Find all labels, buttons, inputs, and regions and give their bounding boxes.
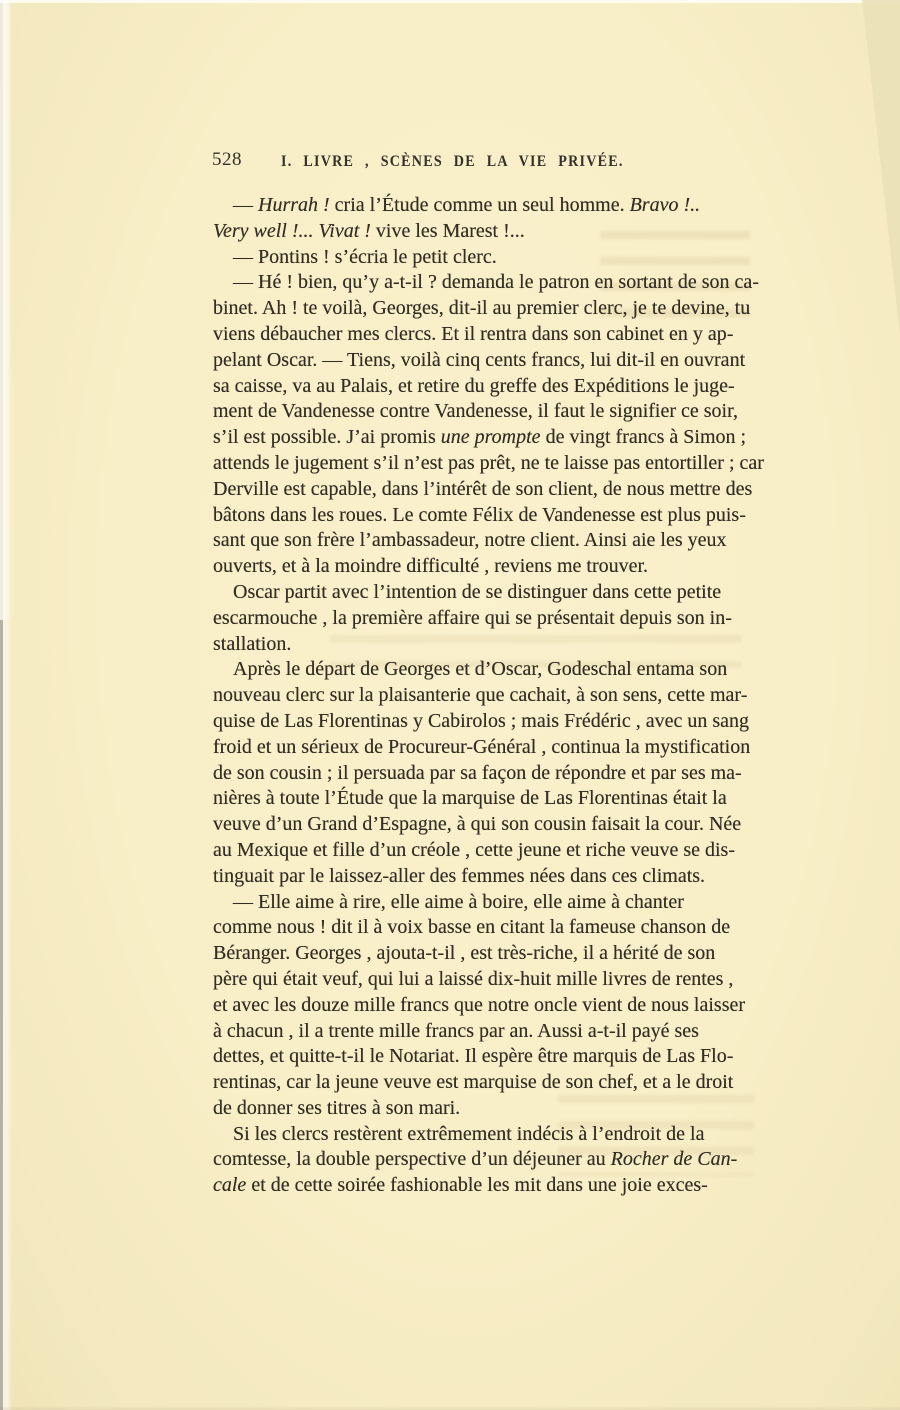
text-line — [213, 735, 781, 761]
text-run: de vingt francs à Simon ; — [540, 426, 747, 449]
text-run: sant que son frère l’ambassadeur, notre client. Ainsi aie les yeux — [213, 529, 727, 552]
text-line — [213, 348, 781, 374]
text-run: de donner ses titres à son mari. — [213, 1096, 461, 1119]
text-line — [213, 838, 781, 864]
page-left-edge-fade — [0, 0, 12, 620]
text-line — [213, 270, 781, 296]
text-run: — Elle aime à rire, elle aime à boire, elle aime à chanter — [233, 890, 684, 913]
text-run: et avec les douze mille francs que notre oncle vient de nous laisser — [213, 993, 746, 1016]
text-line — [213, 890, 781, 916]
text-line — [213, 657, 781, 683]
italic-run: Very well !... Vivat ! — [213, 219, 371, 242]
text-line — [213, 528, 781, 554]
text-line — [213, 554, 781, 580]
paragraph — [213, 1122, 781, 1199]
paragraph — [213, 890, 781, 1122]
text-line — [213, 786, 781, 812]
text-run: — — [233, 194, 258, 216]
text-run: dettes, et quitte-t-il le Notariat. Il espère être marquis de Las Flo- — [213, 1045, 734, 1068]
text-line — [213, 915, 781, 941]
text-line — [213, 683, 781, 709]
text-line — [213, 322, 781, 348]
text-run: stallation. — [213, 632, 292, 655]
text-run: à chacun , il a trente mille francs par an. Aussi a-t-il payé ses — [213, 1019, 699, 1042]
text-line — [213, 374, 781, 400]
text-line — [213, 245, 781, 271]
text-line — [213, 451, 781, 477]
text-run: ment de Vandenesse contre Vandenesse, il faut le signifier ce soir, — [213, 400, 738, 423]
text-run: — Hé ! bien, qu’y a-t-il ? demanda le patron en sortant de son ca- — [233, 271, 759, 294]
page-corner-shadow — [862, 0, 900, 335]
text-line — [213, 425, 781, 451]
text-line — [213, 606, 781, 632]
text-line — [213, 1147, 781, 1173]
text-line — [213, 1096, 781, 1122]
text-line — [213, 1122, 781, 1148]
text-run: Si les clercs restèrent extrêmement indécis à l’endroit de la — [233, 1122, 705, 1145]
text-line — [213, 632, 781, 658]
text-run: comtesse, la double perspective d’un déjeuner au — [213, 1148, 611, 1171]
text-run: attends le jugement s’il n’est pas prêt, ne te laisse pas entortiller ; car — [213, 451, 764, 474]
text-line — [213, 941, 781, 967]
text-run: viens débaucher mes clercs. Et il rentra dans son cabinet en y ap- — [213, 322, 734, 345]
text-run: comme nous ! dit il à voix basse en citant la fameuse chanson de — [213, 916, 731, 939]
text-line — [213, 1019, 781, 1045]
page-top-edge — [0, 0, 900, 3]
text-line — [213, 399, 781, 425]
italic-run: Rocher de Can- — [610, 1148, 738, 1171]
italic-run: cale — [213, 1174, 247, 1197]
paragraph — [213, 245, 781, 271]
text-run: s’il est possible. J’ai promis — [213, 426, 441, 449]
text-line — [213, 709, 781, 735]
text-run: cria l’Étude comme un seul homme. — [329, 194, 630, 216]
text-line — [213, 1044, 781, 1070]
text-run: sa caisse, va au Palais, et retire du greffe des Expéditions le juge- — [213, 374, 735, 397]
text-run: froid et un sérieux de Procureur-Général , continua la mystification — [213, 735, 751, 758]
text-run: escarmouche , la première affaire qui se présentait depuis son in- — [213, 606, 732, 629]
running-title: I. LIVRE , SCÈNES DE LA VIE PRIVÉE. — [281, 153, 624, 170]
text-run: Oscar partit avec l’intention de se distinguer dans cette petite — [233, 580, 722, 603]
text-line — [213, 580, 781, 606]
text-run: quise de Las Florentinas y Cabirolos ; mais Frédéric , avec un sang — [213, 709, 749, 732]
text-run: Béranger. Georges , ajouta-t-il , est très-riche, il a hérité de son — [213, 942, 716, 965]
text-line — [213, 193, 781, 219]
text-run: vive les Marest !... — [370, 219, 525, 242]
text-run: nouveau clerc sur la plaisanterie que cachait, à son sens, cette mar- — [213, 684, 748, 707]
text-line — [213, 993, 781, 1019]
text-run: au Mexique et fille d’un créole , cette jeune et riche veuve se dis- — [213, 838, 735, 861]
paragraph — [213, 193, 781, 245]
text-run: ouverts, et à la moindre difficulté , reviens me trouver. — [213, 555, 649, 578]
text-run: binet. Ah ! te voilà, Georges, dit-il au premier clerc, je te devine, tu — [213, 297, 751, 320]
text-line — [213, 296, 781, 322]
text-line — [213, 477, 781, 503]
page-bottom-shadow — [0, 1406, 900, 1410]
page-number: 528 — [212, 149, 242, 170]
text-line — [213, 503, 781, 529]
text-run: — Pontins ! s’écria le petit clerc. — [233, 245, 497, 268]
text-run: Après le départ de Georges et d’Oscar, Godeschal entama son — [233, 658, 728, 681]
italic-run: Bravo !.. — [629, 194, 701, 216]
text-line — [213, 1070, 781, 1096]
paragraph — [213, 580, 781, 657]
text-run: et de cette soirée fashionable les mit dans une joie exces- — [246, 1174, 708, 1197]
text-run: nières à toute l’Étude que la marquise de Las Florentinas était la — [213, 787, 727, 810]
text-line — [213, 1173, 781, 1199]
text-run: pelant Oscar. — Tiens, voilà cinq cents francs, lui dit-il en ouvrant — [213, 348, 746, 371]
page-text — [213, 193, 781, 1199]
text-run: Derville est capable, dans l’intérêt de son client, de nous mettre des — [213, 477, 753, 500]
text-line — [213, 761, 781, 787]
italic-run: Hurrah ! — [258, 194, 330, 216]
text-run: veuve d’un Grand d’Espagne, à qui son cousin faisait la cour. Née — [213, 813, 742, 836]
text-line — [213, 864, 781, 890]
italic-run: une prompte — [440, 426, 541, 449]
text-line — [213, 219, 781, 245]
text-run: de son cousin ; il persuada par sa façon de répondre et par ses ma- — [213, 761, 742, 784]
text-run: bâtons dans les roues. Le comte Félix de Vandenesse est plus puis- — [213, 503, 746, 526]
text-run: rentinas, car la jeune veuve est marquise de son chef, et a le droit — [213, 1071, 734, 1094]
paragraph — [213, 657, 781, 889]
text-run: père qui était veuf, qui lui a laissé dix-huit mille livres de rentes , — [213, 967, 734, 990]
text-line — [213, 812, 781, 838]
paragraph — [213, 270, 781, 580]
text-run: tinguait par le laissez-aller des femmes nées dans ces climats. — [213, 864, 706, 887]
text-line — [213, 967, 781, 993]
